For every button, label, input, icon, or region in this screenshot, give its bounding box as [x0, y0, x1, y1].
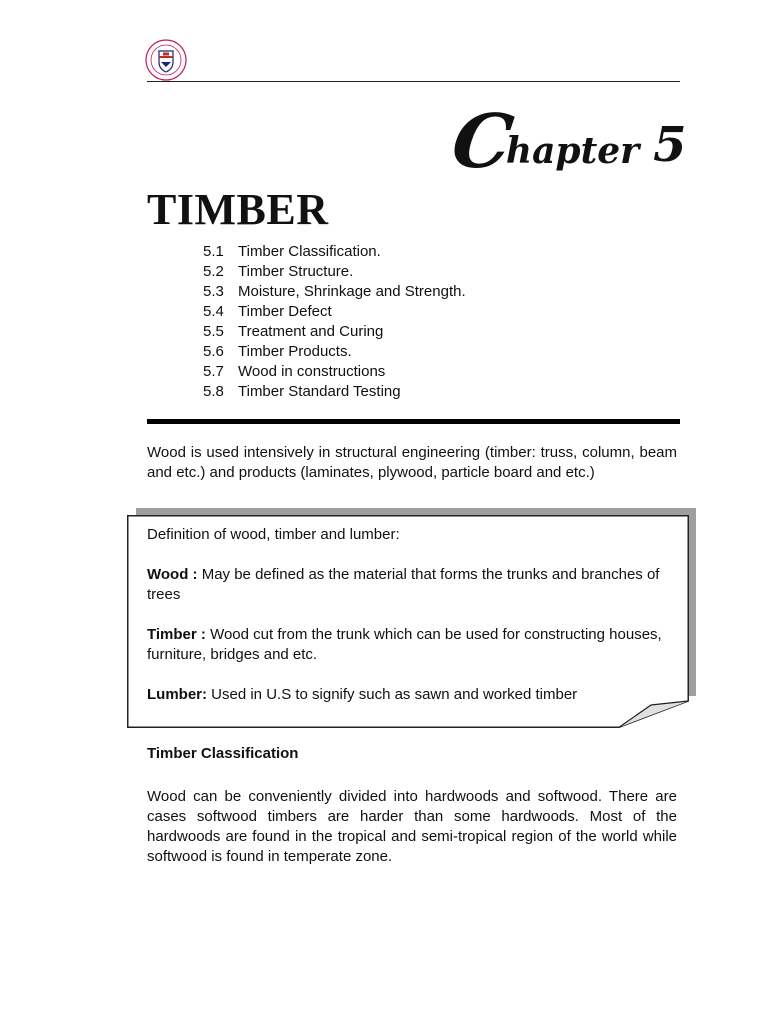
- toc-item: [203, 362, 466, 382]
- toc-label: Wood in constructions: [238, 363, 386, 380]
- definition-term: Lumber:: [147, 686, 207, 703]
- toc-label: Timber Products.: [238, 343, 352, 360]
- toc-item: [203, 342, 466, 362]
- toc-label: Timber Structure.: [238, 263, 354, 280]
- definition-term: Wood :: [147, 566, 198, 583]
- table-of-contents: [203, 242, 466, 402]
- definition-heading: Definition of wood, timber and lumber:: [147, 526, 400, 543]
- definition-item: [147, 625, 680, 665]
- toc-item: [203, 242, 466, 262]
- toc-item: [203, 262, 466, 282]
- toc-number: 5.3: [203, 283, 224, 300]
- toc-number: 5.7: [203, 363, 224, 380]
- toc-item: [203, 302, 466, 322]
- section-divider: [147, 419, 680, 424]
- toc-number: 5.6: [203, 343, 224, 360]
- chapter-heading: [446, 99, 687, 185]
- intro-paragraph: Wood is used intensively in structural engineering (timber: truss, column, beam and etc.) and products (laminates, plywood, particle board and etc.): [147, 444, 677, 481]
- definition-text: Used in U.S to signify such as sawn and worked timber: [207, 686, 578, 703]
- page-title: TIMBER: [147, 185, 329, 234]
- toc-number: 5.4: [203, 303, 224, 320]
- toc-label: Treatment and Curing: [238, 323, 384, 340]
- section-paragraph: Wood can be conveniently divided into hardwoods and softwood. There are cases softwood timbers are harder than some hardwoods. Most of the hardwoods are found in the tropical and semi-tropical region of the world while softwood is found in temperate zone.: [147, 788, 677, 865]
- chapter-number: 5: [653, 117, 687, 173]
- toc-number: 5.1: [203, 243, 224, 260]
- university-crest-icon: [142, 38, 190, 82]
- toc-number: 5.8: [203, 383, 224, 400]
- toc-label: Timber Standard Testing: [238, 383, 401, 400]
- chapter-word: hapter: [505, 130, 640, 172]
- toc-number: 5.2: [203, 263, 224, 280]
- toc-item: [203, 322, 466, 342]
- toc-label: Timber Defect: [238, 303, 332, 320]
- definition-item: [147, 565, 680, 605]
- toc-label: Moisture, Shrinkage and Strength.: [238, 283, 466, 300]
- chapter-initial: C: [446, 99, 518, 185]
- definition-term: Timber :: [147, 626, 206, 643]
- definition-text: Wood cut from the trunk which can be used for constructing houses, furniture, bridges and etc.: [147, 626, 662, 663]
- section-heading: Timber Classification: [147, 745, 299, 762]
- header-rule: [147, 81, 680, 82]
- definition-box: [127, 515, 689, 728]
- definition-content: [147, 525, 680, 725]
- definition-item: [147, 685, 680, 705]
- toc-label: Timber Classification.: [238, 243, 381, 260]
- definition-text: May be defined as the material that forms the trunks and branches of trees: [147, 566, 660, 603]
- toc-item: [203, 382, 466, 402]
- toc-item: [203, 282, 466, 302]
- toc-number: 5.5: [203, 323, 224, 340]
